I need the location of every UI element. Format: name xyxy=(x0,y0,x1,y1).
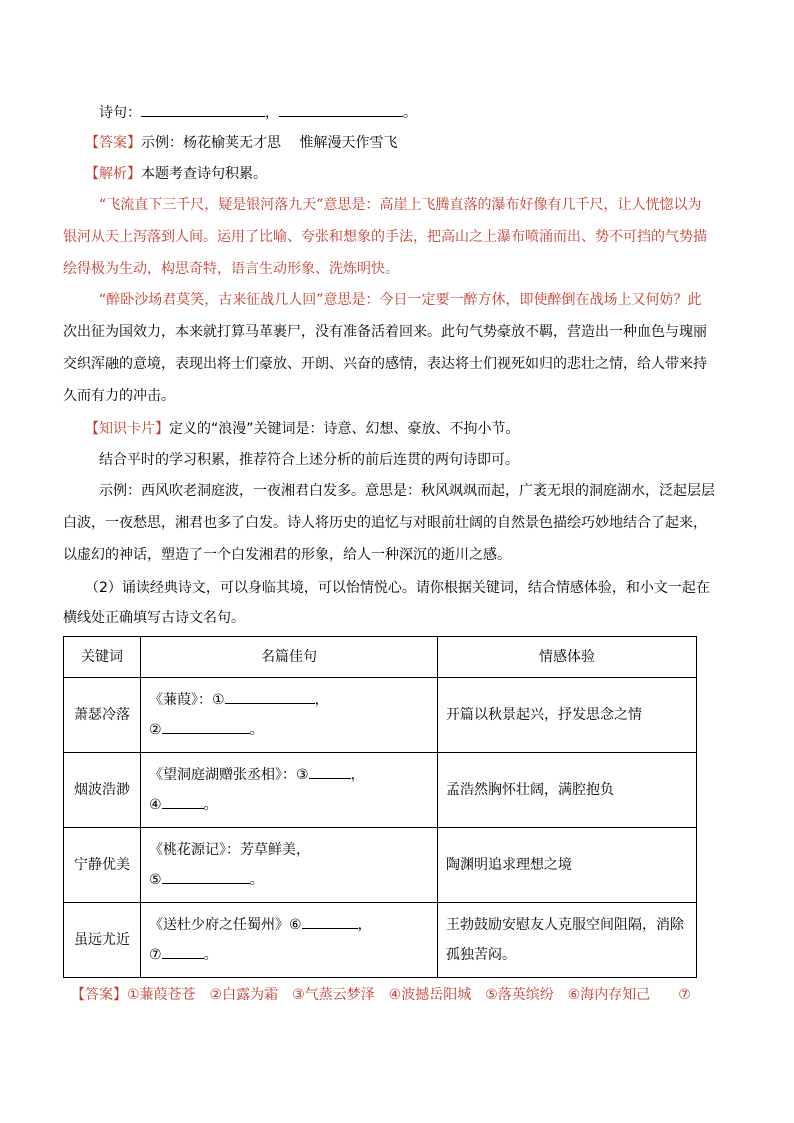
answer-2-text: ①蒹葭苍苍 ②白露为霜 ③气蒸云梦泽 ④波撼岳阳城 ⑤落英缤纷 ⑥海内存知己 ⑦ xyxy=(127,987,691,1003)
row-lines: 《送杜少府之任蜀州》⑥ ， ⑦ 。 xyxy=(141,903,438,978)
blank-6[interactable] xyxy=(302,914,358,929)
answer-2-tag: 【答案】 xyxy=(71,987,127,1003)
blank-3[interactable] xyxy=(309,764,351,779)
blank-2[interactable] xyxy=(162,719,250,734)
analysis-p2-line3: 交织浑融的意境，表现出将士们豪放、开朗、兴奋的感情，表达将士们视死如归的悲壮之情，给人带来持 xyxy=(63,356,707,372)
row-lines: 《望洞庭湖赠张丞相》：③ ， ④ 。 xyxy=(141,753,438,828)
table-row xyxy=(64,828,697,903)
row-lines: 《桃花源记》：芳草鲜美， ⑤ 。 xyxy=(141,828,438,903)
blank-4[interactable] xyxy=(162,794,204,809)
blank-7[interactable] xyxy=(162,944,204,959)
knowledge-tag: 【知识卡片】 xyxy=(85,421,169,437)
header-lines: 名篇佳句 xyxy=(141,637,438,678)
answer-tag: 【答案】 xyxy=(85,135,141,151)
poem-table xyxy=(63,636,697,978)
row-emotion: 陶渊明追求理想之境 xyxy=(438,828,697,903)
question-2-line1: （2）诵读经典诗文，可以身临其境，可以怡情悦心。请你根据关键词，结合情感体验，和小文一起在 xyxy=(85,580,710,596)
blank-1[interactable] xyxy=(225,689,315,704)
analysis-tag: 【解析】 xyxy=(85,166,141,182)
example-line2: 白波，一夜愁思，湘君也多了白发。诗人将历史的追忆与对眼前壮阔的自然景色描绘巧妙地结合了起来， xyxy=(63,515,707,531)
header-keyword: 关键词 xyxy=(64,637,141,678)
row-emotion: 王勃鼓励安慰友人克服空间阻隔，消除 孤独苦闷。 xyxy=(438,903,697,978)
poem-blank-2[interactable] xyxy=(279,102,403,117)
header-emotion: 情感体验 xyxy=(438,637,697,678)
analysis-p1-line1: “飞流直下三千尺，疑是银河落九天”意思是：高崖上飞腾直落的瀑布好像有几千尺，让人恍惚以为 xyxy=(99,197,702,213)
question-2-line2: 横线处正确填写古诗文名句。 xyxy=(63,610,245,626)
answer-2 xyxy=(71,985,691,1005)
blank-5[interactable] xyxy=(162,869,250,884)
row-emotion: 孟浩然胸怀壮阔，满腔抱负 xyxy=(438,753,697,828)
answer-1 xyxy=(85,133,397,153)
combine-note: 结合平时的学习积累，推荐符合上述分析的前后连贯的两句诗即可。 xyxy=(99,452,519,468)
row-keyword: 烟波浩渺 xyxy=(64,753,141,828)
poem-prompt: 诗句： ， 。 xyxy=(99,102,417,123)
poem-prompt-label: 诗句： xyxy=(99,105,141,121)
table-header-row xyxy=(64,637,697,678)
analysis-p2-line1: “醉卧沙场君莫笑，古来征战几人回”意思是：今日一定要一醉方休，即使醉倒在战场上又何妨？此 xyxy=(99,292,702,308)
row-keyword: 萧瑟冷落 xyxy=(64,678,141,753)
analysis-intro: 【解析】本题考查诗句积累。 xyxy=(85,166,267,182)
table-row xyxy=(64,753,697,828)
analysis-p1-line3: 绘得极为生动，构思奇特，语言生动形象、洗炼明快。 xyxy=(63,261,399,277)
row-emotion: 开篇以秋景起兴，抒发思念之情 xyxy=(438,678,697,753)
analysis-p2-line2: 次出征为国效力，本来就打算马革裹尸，没有准备活着回来。此句气势豪放不羁，营造出一种血色与瑰丽 xyxy=(63,324,707,340)
analysis-p2-line4: 久而有力的冲击。 xyxy=(63,388,175,404)
answer-text: 示例：杨花榆荚无才思 惟解漫天作雪飞 xyxy=(141,135,398,151)
row-keyword: 宁静优美 xyxy=(64,828,141,903)
analysis-p1-line2: 银河从天上泻落到人间。运用了比喻、夸张和想象的手法，把高山之上瀑布喷涌而出、势不可挡的气势描 xyxy=(63,229,707,245)
poem-blank-1[interactable] xyxy=(141,102,265,117)
knowledge-card: 【知识卡片】定义的“浪漫”关键词是：诗意、幻想、豪放、不拘小节。 xyxy=(85,421,520,437)
example-line1: 示例：西风吹老洞庭波，一夜湘君白发多。意思是：秋风飒飒而起，广袤无垠的洞庭湖水，泛起层层 xyxy=(99,483,715,499)
table-row xyxy=(64,678,697,753)
row-keyword: 虽远尤近 xyxy=(64,903,141,978)
row-lines: 《蒹葭》：① ， ② 。 xyxy=(141,678,438,753)
example-line3: 以虚幻的神话，塑造了一个白发湘君的形象，给人一种深沉的逝川之感。 xyxy=(63,547,511,563)
table-row xyxy=(64,903,697,978)
